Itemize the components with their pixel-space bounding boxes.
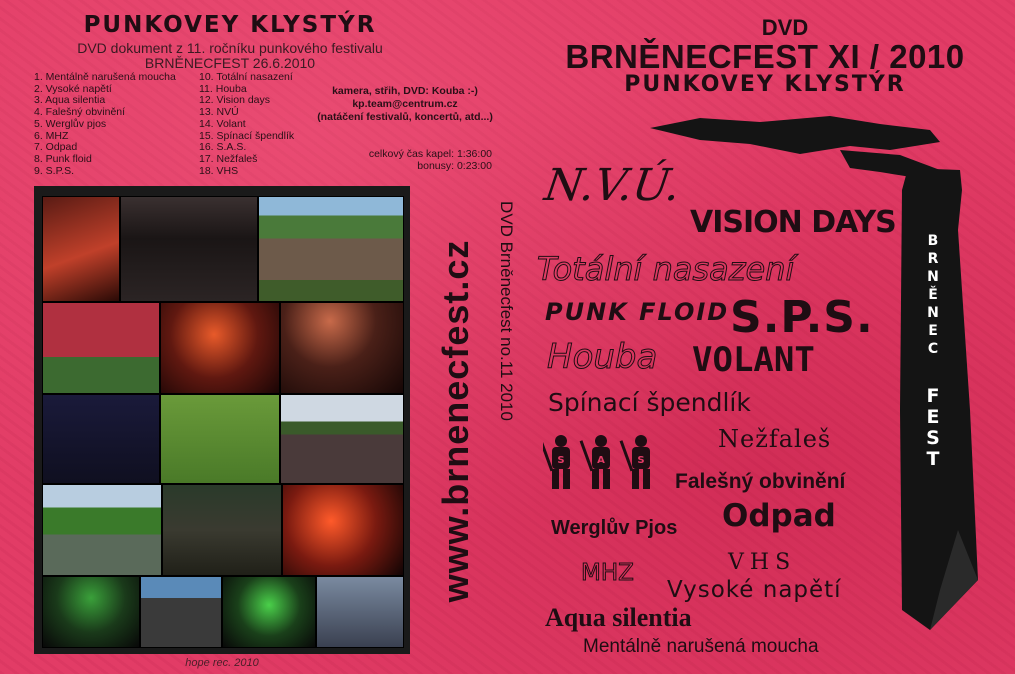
- band-photo: [222, 576, 316, 648]
- back-title: PUNKOVEY KLYSTÝR: [83, 12, 377, 38]
- sas-letter: S: [557, 455, 565, 466]
- back-subtitle-line-2: BRNĚNECFEST 26.6.2010: [144, 55, 316, 71]
- chimney-letter: N: [927, 305, 939, 321]
- track-item: 5. Werglův pjos: [34, 117, 107, 130]
- front-dvd-label: DVD: [761, 15, 809, 40]
- track-item: 8. Punk floid: [34, 152, 92, 165]
- audience-photo: [280, 302, 404, 394]
- tent-photo: [140, 576, 222, 648]
- track-item: 13. NVÚ: [199, 106, 239, 119]
- mask-photo: [42, 394, 160, 484]
- band-vysoke-napeti: Vysoké napětí: [667, 577, 842, 603]
- credits: [300, 85, 510, 124]
- chimney-letter: B: [927, 233, 939, 249]
- photo-collage: [34, 186, 410, 654]
- chimney-letter: S: [926, 427, 940, 449]
- festival-crowd-photo: [280, 394, 404, 484]
- front-title: BRNĚNECFEST XI / 2010: [565, 38, 965, 75]
- stage-photo: [160, 302, 280, 394]
- track-item: 7. Odpad: [34, 141, 78, 154]
- concert-photo: [42, 196, 120, 302]
- band-aqua-silentia: Aqua silentia: [545, 603, 692, 632]
- tracklist-column-1: [34, 72, 176, 177]
- chimney-letter: N: [927, 269, 939, 285]
- band-nezfales: Nežfaleš: [718, 425, 832, 453]
- spine-url: [436, 186, 476, 656]
- band-volant: VOLANT: [692, 340, 815, 380]
- chimney-letter: Ě: [928, 287, 938, 303]
- band-punk-floid: PUNK FLOID: [545, 298, 730, 326]
- chimney-letter: T: [926, 448, 940, 470]
- track-item: 9. S.P.S.: [34, 164, 75, 177]
- outdoor-photo: [258, 196, 404, 302]
- field-photo: [42, 484, 162, 576]
- credits-line: (natáčení festivalů, koncertů, atd...): [317, 111, 493, 123]
- people-photo: [42, 302, 160, 394]
- sas-figure: [620, 435, 650, 489]
- band-mhz: MHZ: [581, 560, 634, 586]
- stage-front-photo: [162, 484, 282, 576]
- chimney-text: [898, 232, 968, 470]
- band-houba: Houba: [547, 337, 658, 377]
- band-spinaci-spendlik: Spínací špendlík: [548, 388, 751, 417]
- sas-figure: [580, 435, 610, 489]
- track-item: 1. Mentálně narušená moucha: [34, 71, 176, 83]
- chimney-letter: C: [927, 341, 939, 357]
- track-item: 14. Volant: [199, 117, 246, 130]
- track-item: 10. Totální nasazení: [199, 71, 293, 83]
- chimney-letter: R: [927, 251, 939, 267]
- band-mentalne-narusena-moucha: Mentálně narušená moucha: [583, 636, 819, 657]
- back-subtitle-line-1: DVD dokument z 11. ročníku punkového festivalu: [77, 40, 383, 56]
- track-item: 15. Spínací špendlík: [199, 129, 295, 142]
- sas-letter: S: [637, 455, 645, 466]
- track-item: 4. Falešný obvinění: [34, 106, 126, 119]
- sas-letter: A: [597, 455, 605, 466]
- track-item: 6. MHZ: [34, 129, 69, 142]
- bonus-time: bonusy: 0:23:00: [417, 160, 492, 172]
- band-vision-days: VISION DAYS: [690, 205, 896, 240]
- chimney-letter: E: [928, 323, 938, 339]
- credits-email: kp.team@centrum.cz: [352, 98, 458, 110]
- band-werkluv-pjos: Werglův Pjos: [551, 517, 678, 539]
- green-lights-photo: [42, 576, 140, 648]
- chimney-letter: E: [926, 406, 940, 428]
- band-odpad: Odpad: [722, 498, 836, 534]
- track-item: 18. VHS: [199, 164, 239, 177]
- credits-line: kamera, střih, DVD: Kouba :-): [332, 85, 478, 97]
- chimney-letter: F: [926, 385, 940, 407]
- track-item: 3. Aqua silentia: [34, 94, 106, 107]
- label-credit: hope rec. 2010: [185, 657, 259, 669]
- track-item: 16. S.A.S.: [199, 141, 247, 154]
- spine-url-text: www.brnenecfest.cz: [435, 239, 476, 603]
- spine-title-text: DVD Brněnecfest no.11 2010: [497, 201, 516, 421]
- chimney-word-brnenec: [898, 232, 968, 358]
- front-subtitle: PUNKOVEY KLYSTÝR: [624, 72, 906, 97]
- track-item: 11. Houba: [199, 82, 247, 95]
- running-times: [300, 148, 492, 172]
- chimney-word-fest: [898, 386, 968, 470]
- band-nvu: N.V.Ú.: [541, 160, 684, 211]
- band-sps: S.P.S.: [730, 292, 874, 343]
- band-sas-logo: [543, 432, 663, 494]
- night-stage-photo: [282, 484, 404, 576]
- band-vhs: VHS: [728, 550, 797, 575]
- spine-title: [488, 166, 524, 456]
- smoke-shape: [650, 116, 940, 154]
- track-item: 12. Vision days: [199, 94, 271, 107]
- track-item: 2. Vysoké napětí: [34, 82, 112, 95]
- band-totalni-nasazeni: Totální nasazení: [537, 250, 795, 288]
- guitar-photo: [316, 576, 404, 648]
- grass-photo: [160, 394, 280, 484]
- total-time: celkový čas kapel: 1:36:00: [368, 148, 492, 160]
- crowd-photo: [120, 196, 258, 302]
- track-item: 17. Nežfaleš: [199, 152, 258, 165]
- tracklist-column-2: [199, 72, 294, 177]
- band-falesny-obvineni: Falešný obvinění: [675, 470, 846, 493]
